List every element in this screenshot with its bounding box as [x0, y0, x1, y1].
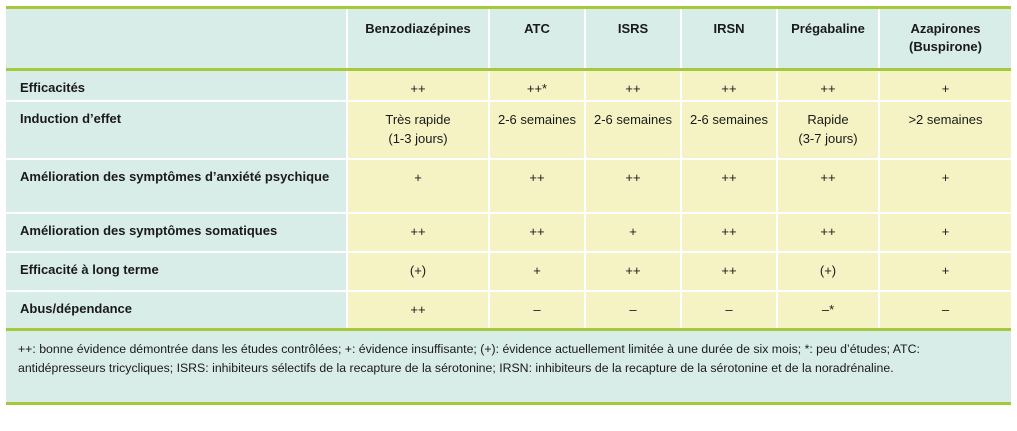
column-header: [585, 8, 681, 70]
table-cell: ++: [489, 213, 585, 252]
column-header: [681, 8, 777, 70]
table-cell: –: [489, 291, 585, 330]
column-header: [347, 8, 489, 70]
table-cell: +: [879, 70, 1011, 101]
table-cell: ++: [777, 159, 879, 213]
table-cell: ++*: [489, 70, 585, 101]
table-cell: ++: [347, 213, 489, 252]
table-cell: 2-6 semaines: [681, 101, 777, 159]
table-cell: 2-6 semaines: [489, 101, 585, 159]
table-cell: Très rapide (1-3 jours): [347, 101, 489, 159]
table-cell: +: [879, 252, 1011, 291]
row-label: Amélioration des symptômes d’anxiété psychique: [6, 159, 347, 213]
table-footnote: ++: bonne évidence démontrée dans les études contrôlées; +: évidence insuffisante; (+): évidence actuellement limitée à une durée de six mois; *: peu d’études; ATC: antidépresseurs tricycliques; ISRS: inhibiteurs sélectifs de la recapture de la sérotonine; IRSN: inhibiteurs de la recapture de la sérotonine et de la noradrénaline.: [6, 331, 1011, 405]
column-header: [879, 8, 1011, 70]
table-cell: Rapide (3-7 jours): [777, 101, 879, 159]
table-cell: ++: [681, 70, 777, 101]
table-cell: –: [585, 291, 681, 330]
comparison-table: [6, 6, 1011, 331]
column-header-label: Prégabaline: [791, 21, 865, 36]
table-cell: ++: [585, 159, 681, 213]
column-header: [777, 8, 879, 70]
column-header: [489, 8, 585, 70]
table-row: [6, 70, 1011, 101]
table-cell: ++: [489, 159, 585, 213]
table-cell: (+): [347, 252, 489, 291]
header-row: [6, 8, 1011, 70]
table-cell: –: [879, 291, 1011, 330]
table-row: [6, 213, 1011, 252]
table-cell: +: [347, 159, 489, 213]
table-row: [6, 252, 1011, 291]
comparison-table-container: [6, 6, 1011, 405]
row-label: Induction d’effet: [6, 101, 347, 159]
column-header-label: IRSN: [713, 21, 745, 36]
column-header-label: Benzodiazépines: [365, 21, 471, 36]
table-cell: ++: [681, 159, 777, 213]
table-cell: +: [879, 159, 1011, 213]
row-label: Abus/dépendance: [6, 291, 347, 330]
table-cell: –*: [777, 291, 879, 330]
table-cell: ++: [777, 213, 879, 252]
table-cell: (+): [777, 252, 879, 291]
column-header-label: ISRS: [617, 21, 649, 36]
table-cell: ++: [681, 252, 777, 291]
table-cell: 2-6 semaines: [585, 101, 681, 159]
row-label: Efficacités: [6, 70, 347, 101]
table-row: [6, 291, 1011, 330]
table-cell: +: [585, 213, 681, 252]
column-header-label: Azapirones (Buspirone): [909, 21, 982, 54]
row-label: Efficacité à long terme: [6, 252, 347, 291]
table-cell: ++: [681, 213, 777, 252]
table-cell: –: [681, 291, 777, 330]
table-cell: ++: [777, 70, 879, 101]
column-header-label: ATC: [524, 21, 550, 36]
table-cell: ++: [585, 70, 681, 101]
table-cell: >2 semaines: [879, 101, 1011, 159]
table-cell: ++: [347, 291, 489, 330]
table-cell: ++: [347, 70, 489, 101]
table-cell: +: [489, 252, 585, 291]
table-row: [6, 101, 1011, 159]
table-row: [6, 159, 1011, 213]
row-label: Amélioration des symptômes somatiques: [6, 213, 347, 252]
table-cell: ++: [585, 252, 681, 291]
table-cell: +: [879, 213, 1011, 252]
corner-cell: [6, 8, 347, 70]
